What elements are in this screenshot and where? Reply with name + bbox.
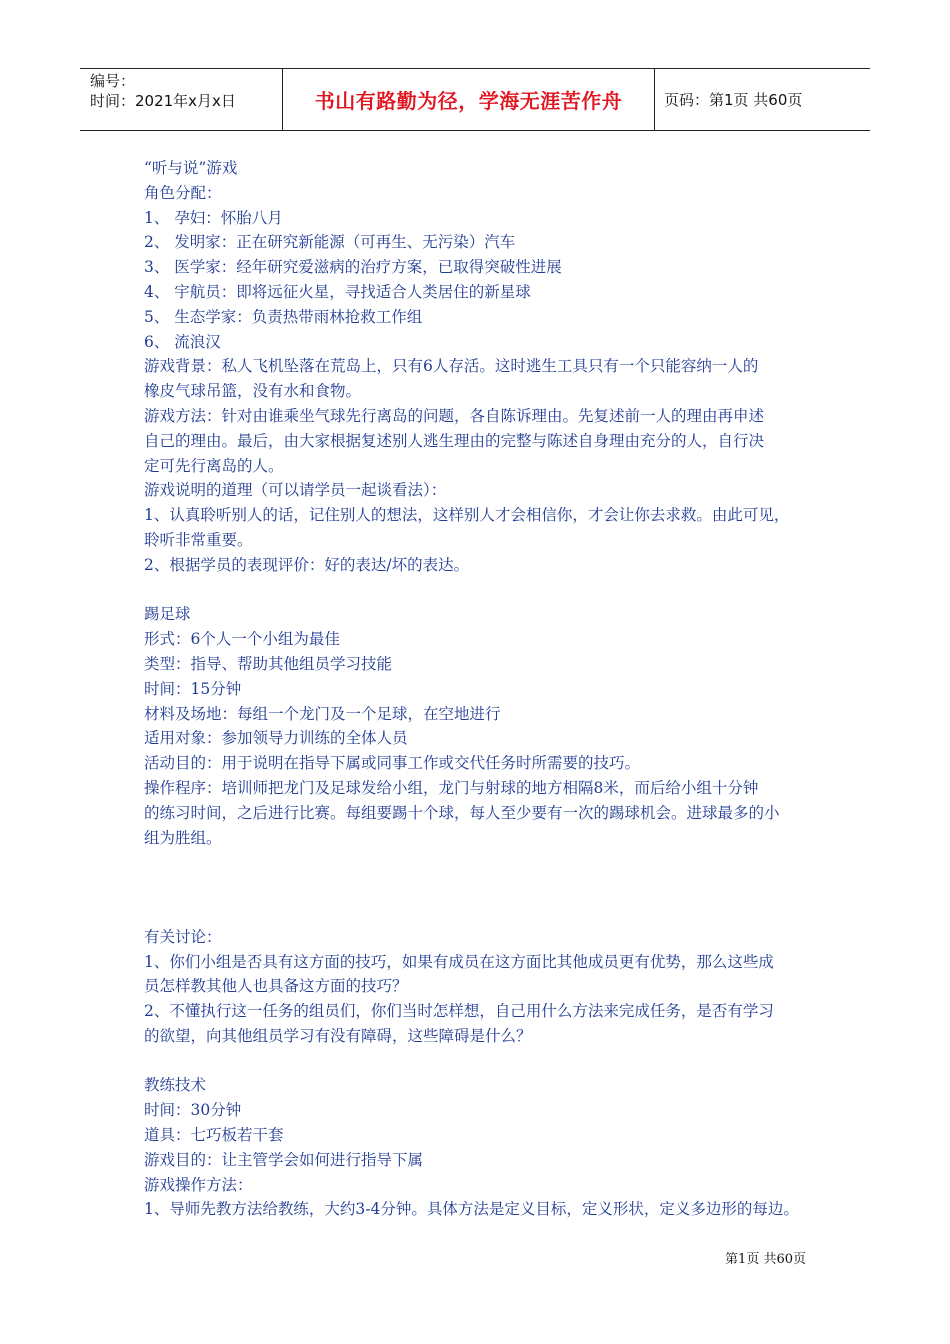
header-meta	[80, 69, 282, 130]
paragraph-line: 2、不懂执行这一任务的组员们，你们当时怎样想，自己用什么方法来完成任务，是否有学习	[144, 1002, 774, 1021]
header-page-cell	[655, 69, 870, 130]
section-title: 教练技术	[144, 1076, 207, 1095]
role-item: 6、 流浪汉	[144, 332, 221, 351]
spacer	[144, 578, 814, 603]
paragraph-line: 1、认真聆听别人的话，记住别人的想法，这样别人才会相信你，才会让你去求救。由此可见，	[144, 506, 790, 525]
paragraph-line: 材料及场地：每组一个龙门及一个足球，在空地进行	[144, 704, 501, 723]
paragraph-line: 定可先行离岛的人。	[144, 456, 284, 475]
paragraph-line: 游戏说明的道理（可以请学员一起谈看法）：	[144, 481, 447, 500]
paragraph-line: 游戏方法：针对由谁乘坐气球先行离岛的问题，各自陈诉理由。先复述前一人的理由再申述	[144, 406, 765, 425]
paragraph-line: 组为胜组。	[144, 828, 222, 847]
section-title: “听与说”游戏	[144, 159, 238, 177]
spacer	[144, 850, 814, 924]
role-item: 3、 医学家：经年研究爱滋病的治疗方案，已取得突破性进展	[144, 258, 562, 277]
paragraph-line: 游戏目的：让主管学会如何进行指导下属	[144, 1150, 424, 1169]
paragraph-line: 时间：15分钟	[144, 679, 242, 698]
paragraph-line: 活动目的：用于说明在指导下属或同事工作或交代任务时所需要的技巧。	[144, 754, 641, 773]
paragraph-line: 时间：30分钟	[144, 1101, 242, 1120]
paragraph-line: 道具：七巧板若干套	[144, 1126, 284, 1145]
header-motto: 书山有路勤为径，学海无涯苦作舟	[314, 89, 623, 113]
paragraph-line: 游戏操作方法：	[144, 1175, 253, 1194]
paragraph-line: 聆听非常重要。	[144, 530, 253, 549]
document-date: 时间：2021年x月x日	[90, 92, 236, 110]
paragraph-line: 自己的理由。最后，由大家根据复述别人逃生理由的完整与陈述自身理由充分的人，自行决	[144, 431, 765, 450]
paragraph-line: 1、导师先教方法给教练，大约3-4分钟。具体方法是定义目标，定义形状，定义多边形的每边。	[144, 1200, 799, 1219]
paragraph-line: 适用对象：参加领导力训练的全体人员	[144, 729, 408, 748]
page-header	[80, 68, 870, 131]
paragraph-line: 橡皮气球吊篮，没有水和食物。	[144, 382, 362, 401]
page-footer: 第1页 共60页	[725, 1252, 806, 1267]
spacer	[144, 1049, 814, 1074]
paragraph-line: 的欲望，向其他组员学习有没有障碍，这些障碍是什么？	[144, 1026, 532, 1045]
paragraph-line: 类型：指导、帮助其他组员学习技能	[144, 654, 393, 673]
roles-heading: 角色分配：	[144, 183, 222, 202]
role-item: 4、 宇航员：即将远征火星，寻找适合人类居住的新星球	[144, 282, 531, 301]
paragraph-line: 员怎样教其他人也具备这方面的技巧？	[144, 977, 408, 996]
paragraph-line: 形式：6个人一个小组为最佳	[144, 630, 340, 649]
paragraph-line: 操作程序：培训师把龙门及足球发给小组，龙门与射球的地方相隔8米，而后给小组十分钟	[144, 778, 759, 797]
paragraph-line: 的练习时间，之后进行比赛。每组要踢十个球，每人至少要有一次的踢球机会。进球最多的小	[144, 803, 780, 822]
role-item: 2、 发明家：正在研究新能源（可再生、无污染）汽车	[144, 233, 516, 252]
role-item: 5、 生态学家：负责热带雨林抢救工作组	[144, 307, 423, 326]
paragraph-line: 1、你们小组是否具有这方面的技巧，如果有成员在这方面比其他成员更有优势，那么这些成	[144, 952, 774, 971]
header-motto-cell	[282, 69, 655, 130]
document-number: 编号：	[90, 72, 136, 90]
header-page-number: 页码：第1页 共60页	[664, 90, 803, 109]
paragraph-line: 游戏背景：私人飞机坠落在荒岛上，只有6人存活。这时逃生工具只有一个只能容纳一人的	[144, 357, 759, 376]
role-item: 1、 孕妇：怀胎八月	[144, 208, 283, 227]
paragraph-line: 2、根据学员的表现评价：好的表达/坏的表达。	[144, 555, 470, 574]
document-body	[144, 156, 814, 1222]
section-title: 踢足球	[144, 605, 191, 624]
section-title: 有关讨论：	[144, 927, 222, 946]
